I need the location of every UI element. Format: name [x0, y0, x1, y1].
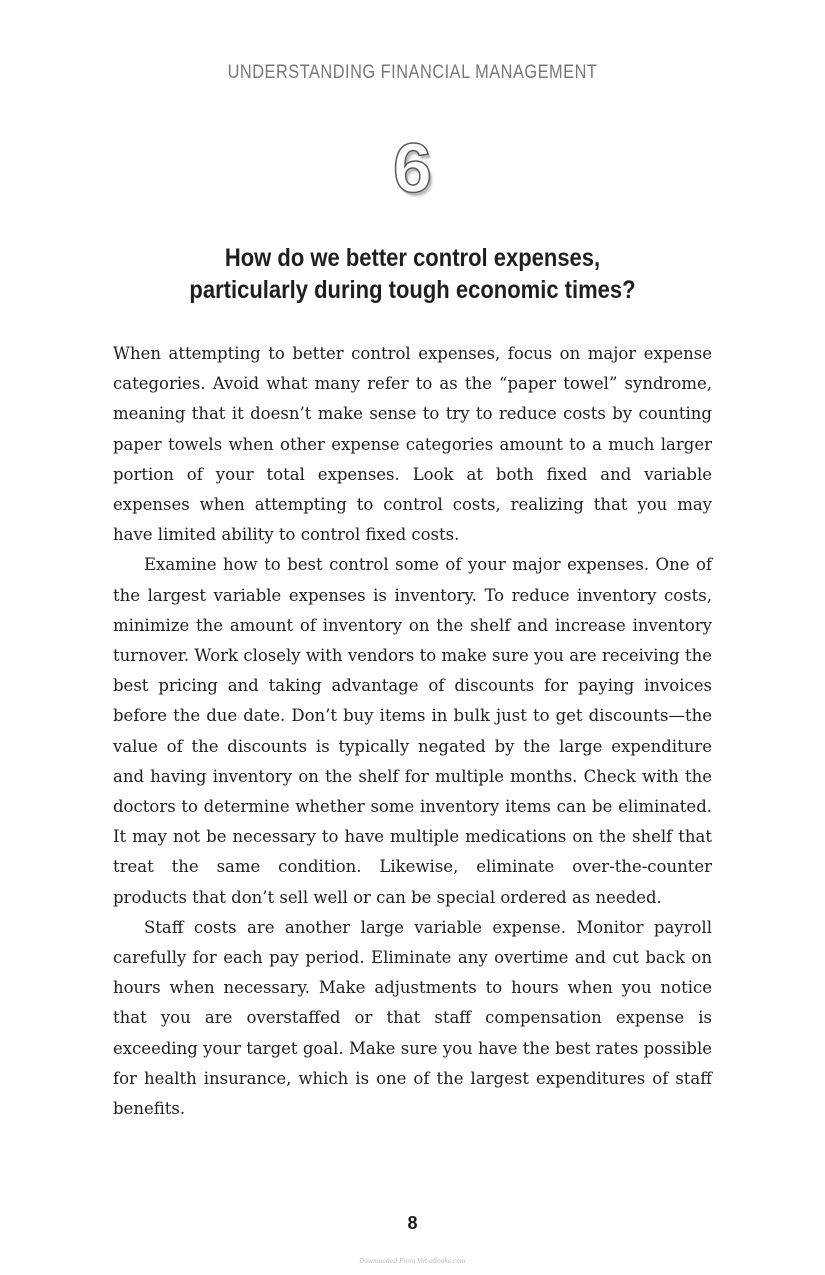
- chapter-number: 6: [393, 129, 432, 207]
- section-heading-line-2: particularly during tough economic times?: [189, 276, 636, 304]
- running-head: UNDERSTANDING FINANCIAL MANAGEMENT: [227, 62, 598, 83]
- body-text: [113, 339, 712, 1124]
- section-heading: [0, 242, 825, 306]
- section-heading-line-1: How do we better control expenses,: [224, 244, 601, 272]
- page-number: 8: [407, 1213, 418, 1233]
- paragraph-1: When attempting to better control expenses, focus on major expense categories. Avoid what many refer to as the “paper towel” syndrome, meaning that it doesn’t make sense to try to reduce costs by counting paper towels when other expense categories amount to a much larger portion of your total expenses. Look at both fixed and variable expenses when attempting to control costs, realizing that you may have limited ability to control fixed costs.: [113, 344, 712, 545]
- paragraph-3: Staff costs are another large variable expense. Monitor payroll carefully for each pay period. Eliminate any overtime and cut back on hours when necessary. Make adjustments to hours when you notice that you are overstaffed or that staff compensation expense is exceeding your target goal. Make sure you have the best rates possible for health insurance, which is one of the largest expenditures of staff benefits.: [113, 917, 712, 1119]
- paragraph-2: Examine how to best control some of your major expenses. One of the largest variable expenses is inventory. To reduce inventory costs, minimize the amount of inventory on the shelf and increase inventory turnover. Work closely with vendors to make sure you are receiving the best pricing and taking advantage of discounts for paying invoices before the due date. Don’t buy items in bulk just to get discounts—the value of the discounts is typically negated by the large expenditure and having inventory on the shelf for multiple months. Check with the doctors to determine whether some inventory items can be eliminated. It may not be necessary to have multiple medications on the shelf that treat the same condition. Likewise, eliminate over-the-counter products that don’t sell well or can be special ordered as needed.: [113, 555, 712, 907]
- download-watermark: Downloaded From Vet-eBooks.com: [359, 1258, 466, 1265]
